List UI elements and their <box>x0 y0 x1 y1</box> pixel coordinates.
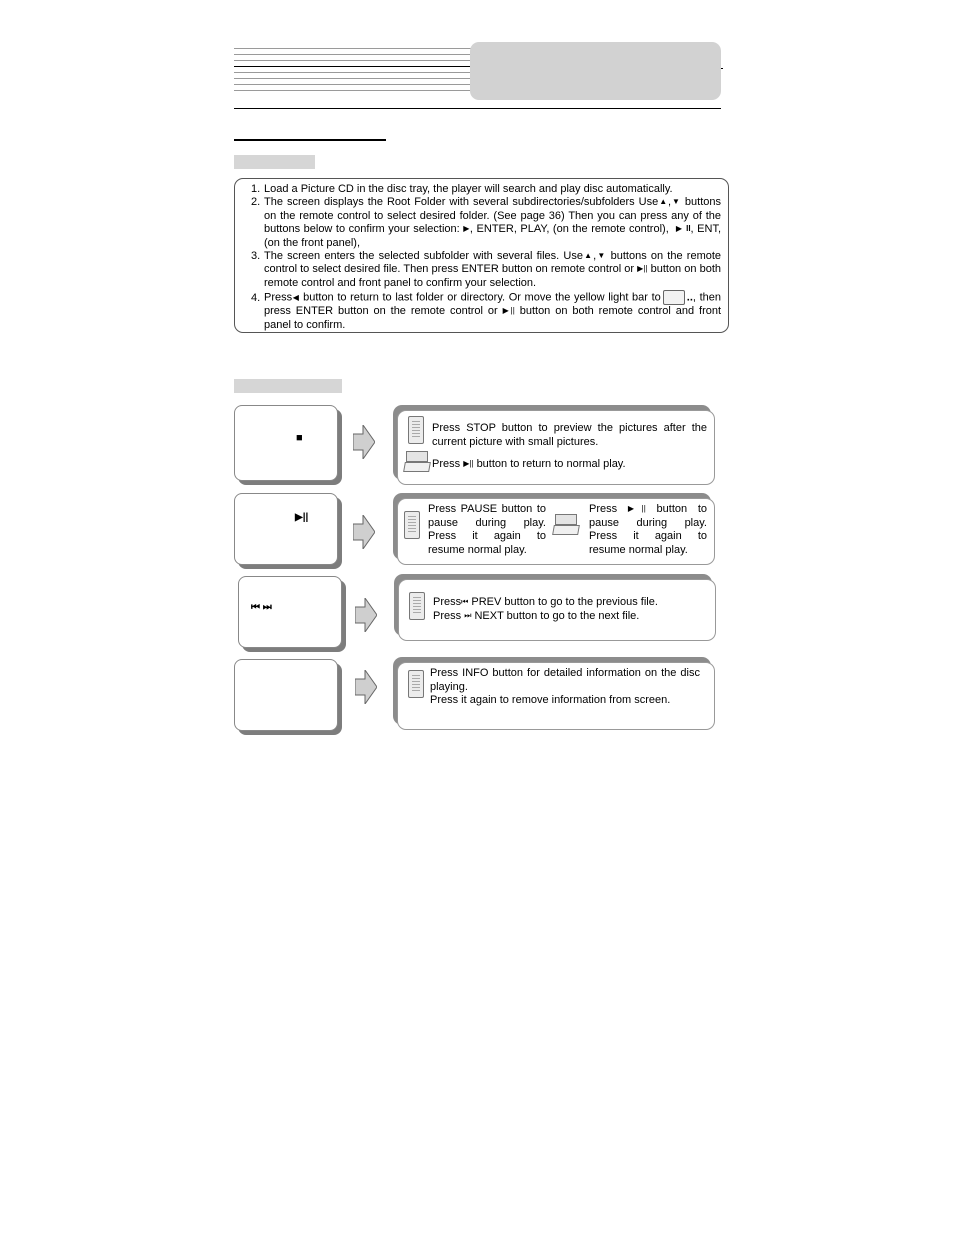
arrow-right-icon <box>355 670 377 704</box>
next-icon: ⏭ <box>464 610 472 620</box>
description-text: Press <box>433 609 462 622</box>
description-text: button to pause during play. Press it again to resume normal play. <box>589 503 707 556</box>
instruction-list <box>251 183 721 332</box>
prev-next-label-box <box>238 576 342 648</box>
left-arrow-icon: ◀ <box>292 292 300 302</box>
step-text: button on both remote control and front panel to confirm. <box>264 305 722 331</box>
stop-description-box <box>397 410 715 485</box>
right-arrow-icon: ▶ <box>463 224 470 234</box>
up-arrow-icon: ▲ <box>582 251 594 261</box>
description-text: NEXT button to go to the next file. <box>474 609 640 622</box>
prev-next-icon: ⏮ ⏭ <box>251 602 272 613</box>
subsection-label-bar <box>234 379 342 393</box>
up-arrow-icon: ▲ <box>658 197 669 207</box>
info-description: Press it again to remove information from screen. <box>430 694 671 706</box>
remote-control-icon <box>408 670 424 698</box>
step-text: , ENTER, PLAY, (on the remote control), <box>469 223 669 236</box>
info-description-box <box>397 662 715 730</box>
step-number: 1. <box>251 183 261 195</box>
header-stripe <box>234 84 472 85</box>
prev-icon: ⏮ <box>461 597 469 606</box>
step-text: buttons on the remote control to select desired folder. (See page 36) Then you can press any of the buttons below to confirm your selection: <box>264 196 721 236</box>
pause-label-box <box>234 493 338 565</box>
step-text: Press <box>264 291 293 304</box>
stop-icon: ■ <box>296 432 303 444</box>
section-title-underline <box>234 139 386 141</box>
folder-icon <box>663 290 685 305</box>
arrow-right-icon <box>353 425 375 459</box>
arrow-right-icon <box>355 598 377 632</box>
pause-description-box <box>397 498 715 565</box>
step-text: The screen enters the selected subfolder with several files. Use <box>264 250 583 263</box>
description-text: PREV button to go to the previous file. <box>471 596 658 608</box>
play-pause-icon: ▶|| <box>502 306 515 316</box>
step-text: button on both remote control and front panel to confirm your selection. <box>264 263 721 289</box>
info-label-box <box>234 659 338 731</box>
step-text: buttons on the remote control to select desired file. Then press ENTER button on remote control or <box>264 250 722 276</box>
step-text: button to return to last folder or directory. Or move the yellow light bar to <box>303 291 661 304</box>
step-text: Load a Picture CD in the disc tray, the player will search and play disc automatically. <box>264 183 673 195</box>
remote-control-icon <box>409 592 425 620</box>
down-arrow-icon: ▼ <box>671 197 681 207</box>
play-pause-icon: ▶|| <box>627 504 646 513</box>
description-text: Press <box>433 596 462 608</box>
header-tick <box>721 68 723 69</box>
down-arrow-icon: ▼ <box>596 251 607 261</box>
remote-control-icon <box>404 511 420 539</box>
stop-label-box <box>234 405 338 481</box>
play-pause-icon: ▶|| <box>463 459 474 468</box>
step-text: The screen displays the Root Folder with several subdirectories/subfolders Use <box>264 196 659 209</box>
list-item <box>251 290 721 332</box>
step-number: 3. <box>251 250 261 263</box>
header-stripe <box>234 48 472 49</box>
description-text: Press <box>589 503 618 515</box>
right-arrow-icon: ▶ <box>675 224 683 234</box>
step-number: 4. <box>251 291 261 304</box>
header-stripe <box>234 54 472 55</box>
step-text: , then press ENTER button on the remote control or <box>264 291 721 318</box>
step-text: , ENT, (on the front panel), <box>264 223 721 249</box>
header-stripe <box>234 72 472 73</box>
pause-icon: II <box>686 224 691 234</box>
play-pause-icon: ▶|| <box>637 264 648 274</box>
pause-remote-description: Press PAUSE button to pause during play. Press it again to resume normal play. <box>428 503 546 556</box>
list-item <box>251 183 721 196</box>
header-rule <box>234 108 721 109</box>
subsection-label-bar <box>234 155 315 169</box>
instruction-box <box>234 178 729 333</box>
header-stripe <box>234 66 472 67</box>
dvd-player-icon <box>404 451 430 473</box>
remote-control-icon <box>408 416 424 444</box>
prev-next-description-box <box>398 579 716 641</box>
dvd-player-icon <box>553 514 579 536</box>
list-item: 3. The screen enters the selected subfolder with several files. Use▲,▼ buttons on the remote control to select desired file. Then press ENTER button on remote control or ▶|| button on both remote control and front panel to confirm your selection. <box>251 250 722 289</box>
info-description: Press INFO button for detailed information on the disc playing. <box>430 667 700 693</box>
header-stripe <box>234 78 472 79</box>
stop-description: Press STOP button to preview the pictures after the current picture with small pictures. <box>432 422 707 448</box>
arrow-right-icon <box>353 515 375 549</box>
description-text: Press <box>432 458 461 470</box>
header-tab <box>470 42 721 100</box>
play-pause-icon: ▶|| <box>295 512 309 523</box>
step-number: 2. <box>251 196 261 209</box>
header-stripe <box>234 60 472 61</box>
header-stripe <box>234 90 472 91</box>
parent-folder-dots: .. <box>686 291 693 304</box>
list-item: 2. The screen displays the Root Folder with several subdirectories/subfolders Use▲,▼ buttons on the remote control to select desired folder. (See page 36) Then you can press any of the buttons below to confirm your selection: ▶, ENTER, PLAY, (on the remote control), ▶ II, ENT, (on the front panel), <box>251 196 721 249</box>
description-text: button to return to normal play. <box>476 458 626 470</box>
